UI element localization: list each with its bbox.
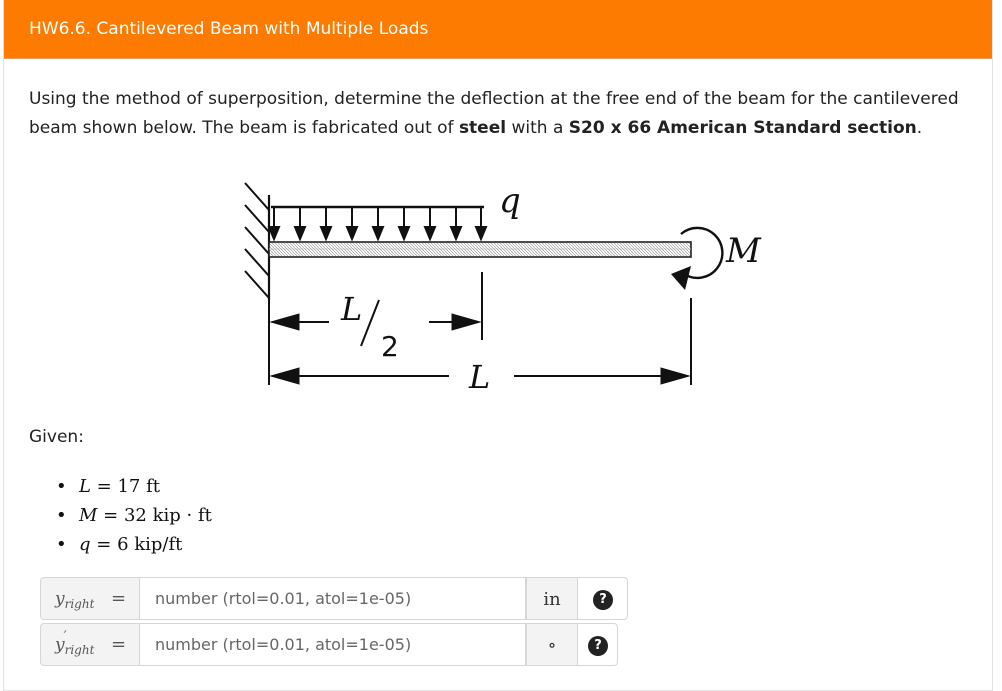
given-list xyxy=(54,472,212,559)
question-prompt xyxy=(29,85,969,143)
given-symbol: q xyxy=(79,534,91,555)
given-item-load xyxy=(54,530,212,559)
prompt-text-2: with a xyxy=(506,118,569,138)
answer-label xyxy=(40,623,140,666)
answer-label xyxy=(40,577,140,620)
beam xyxy=(269,242,691,257)
question-card xyxy=(3,0,993,691)
given-eq: = xyxy=(90,476,118,497)
answer-unit: ∘ xyxy=(526,623,578,666)
given-symbol: M xyxy=(79,505,98,526)
given-value: 17 ft xyxy=(117,476,161,497)
given-eq: = xyxy=(90,534,118,555)
length-label: L xyxy=(469,358,491,396)
moment-label: M xyxy=(726,231,761,271)
help-box xyxy=(578,623,618,666)
prompt-text-3: . xyxy=(916,118,923,138)
help-button[interactable]: ? xyxy=(588,636,608,656)
moment-arrow xyxy=(671,228,722,290)
answer-symbol: $y_{right}$ xyxy=(55,589,95,611)
given-symbol: L xyxy=(79,476,91,497)
given-value: 32 kip · ft xyxy=(123,505,212,526)
answer-equals: = xyxy=(111,634,127,655)
given-item-moment xyxy=(54,501,212,530)
help-button[interactable]: ? xyxy=(593,590,613,610)
deflection-input[interactable] xyxy=(140,577,526,620)
half-length-den: 2 xyxy=(381,330,399,363)
beam-diagram xyxy=(229,170,789,400)
load-label: q xyxy=(499,181,521,221)
prompt-material: steel xyxy=(458,118,507,138)
given-value: 6 kip/ft xyxy=(117,534,183,555)
prompt-text-1: Using the method of superposition, determine the deflection at the free end of the beam for the cantilevered beam shown below. The beam is fabricated out of xyxy=(29,89,959,138)
slope-input[interactable] xyxy=(140,623,526,666)
half-length-num: L xyxy=(341,290,363,328)
prompt-section: S20 x 66 American Standard section xyxy=(568,118,917,138)
given-eq: = xyxy=(97,505,124,526)
question-header xyxy=(4,0,992,59)
help-box xyxy=(578,577,628,620)
answer-unit: in xyxy=(526,577,578,620)
answer-symbol: y ′ $_{right}$ xyxy=(55,629,95,657)
answer-equals: = xyxy=(111,588,127,609)
distributed-load xyxy=(269,207,486,239)
given-label: Given: xyxy=(29,427,84,447)
given-item-length xyxy=(54,472,212,501)
question-title: HW6.6. Cantilevered Beam with Multiple Loads xyxy=(29,19,429,39)
fixed-support xyxy=(245,183,269,300)
